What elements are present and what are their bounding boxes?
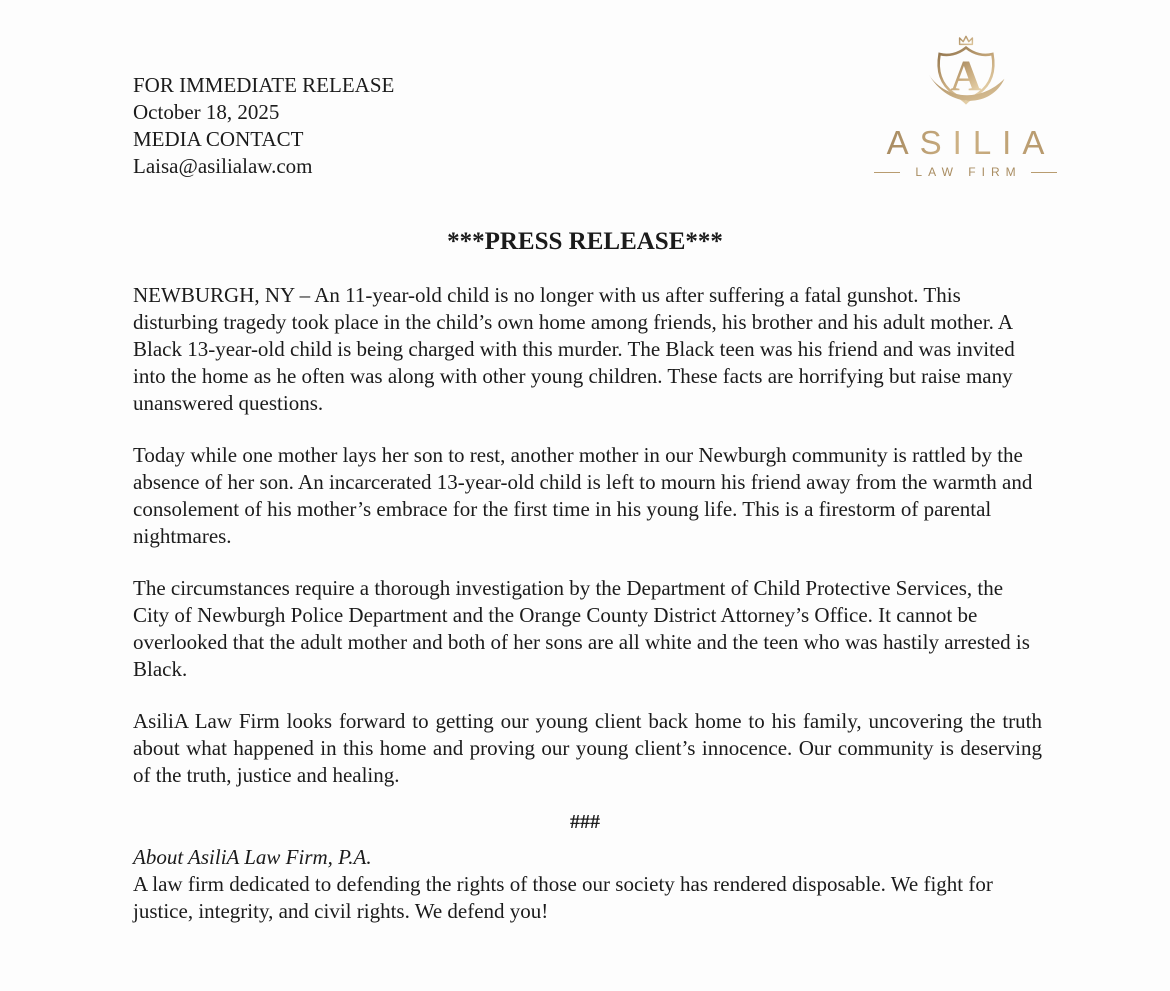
paragraph-4: AsiliA Law Firm looks forward to getting our young client back home to his family, uncovering the truth about what happened in this home and proving our young client’s innocence. Our community is deserving of the truth, justice and healing. <box>133 709 1042 787</box>
shield-crown-monogram-icon <box>918 28 1014 120</box>
logo-tagline-row <box>874 165 1056 179</box>
end-mark: ### <box>570 811 600 833</box>
release-date: October 18, 2025 <box>133 100 280 124</box>
tagline-left-rule <box>874 172 900 173</box>
contact-email: Laisa@asilialaw.com <box>133 154 313 178</box>
monogram-a: A <box>949 53 982 100</box>
contact-block <box>133 72 394 180</box>
document-header <box>0 0 1170 180</box>
release-line: FOR IMMEDIATE RELEASE <box>133 73 395 97</box>
about-section <box>0 844 1170 925</box>
paragraph-1: NEWBURGH, NY – An 11-year-old child is no longer with us after suffering a fatal gunshot. This disturbing tragedy took place in the child’s own home among friends, his brother and his adult mother. A Black 13-year-old child is being charged with this murder. The Black teen was his friend and was invited into the home as he often was along with other young children. These facts are horrifying but raise many unanswered questions. <box>133 283 1015 415</box>
about-heading: About AsiliA Law Firm, P.A. <box>133 845 372 869</box>
crown-icon <box>959 36 972 44</box>
media-contact-label: MEDIA CONTACT <box>133 127 304 151</box>
tagline-right-rule <box>1031 172 1057 173</box>
press-release-title: ***PRESS RELEASE*** <box>447 228 723 255</box>
press-release-body <box>0 282 1170 789</box>
logo-tagline: LAW FIRM <box>915 165 1022 179</box>
paragraph-3: The circumstances require a thorough investigation by the Department of Child Protective Services, the City of Newburgh Police Department and the Orange County District Attorney’s Office. It cannot be overlooked that the adult mother and both of her sons are all white and the teen who was hastily arrested is Black. <box>133 576 1030 681</box>
about-text: A law firm dedicated to defending the rights of those our society has rendered disposable. We fight for justice, integrity, and civil rights. We defend you! <box>133 872 993 923</box>
paragraph-2: Today while one mother lays her son to rest, another mother in our Newburgh community is rattled by the absence of her son. An incarcerated 13-year-old child is left to mourn his friend away from the warmth and consolement of his mother’s embrace for the first time in his young life. This is a firestorm of parental nightmares. <box>133 443 1033 548</box>
logo-wordmark: ASILIA <box>876 124 1056 162</box>
asilia-law-firm-logo <box>873 28 1058 179</box>
